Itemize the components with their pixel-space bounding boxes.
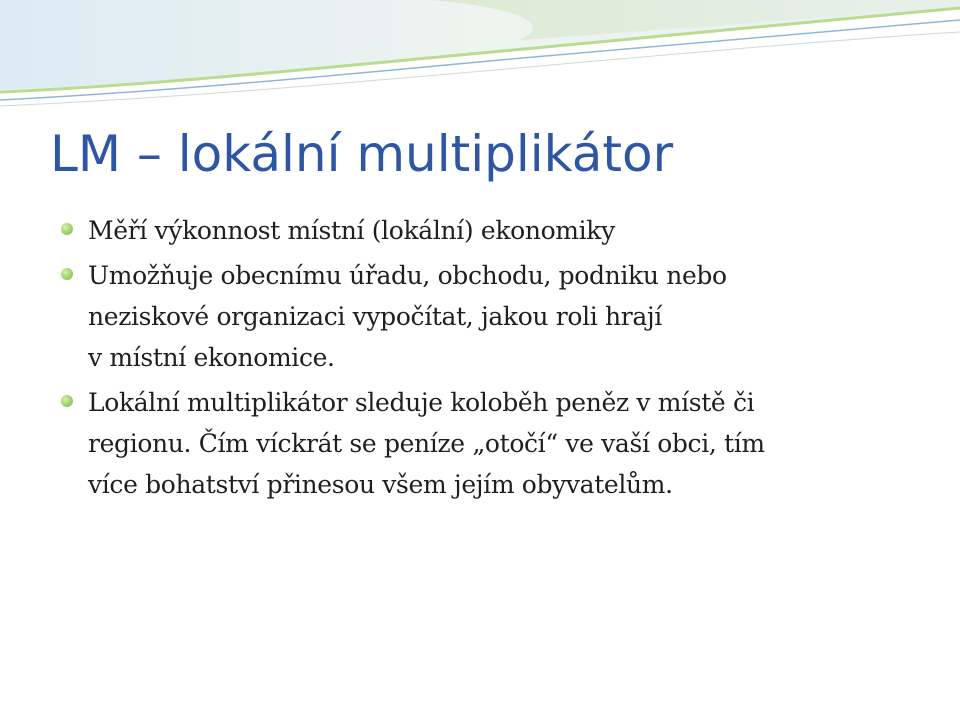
bullet-text-line: neziskové organizaci vypočítat, jakou roli hrají [88, 302, 662, 331]
bullet-icon [61, 223, 73, 235]
bullet-icon [61, 268, 73, 280]
bullet-item [88, 382, 928, 505]
slide-title: LM – lokální multiplikátor [50, 125, 674, 183]
bullet-text-line: Měří výkonnost místní (lokální) ekonomiky [88, 216, 615, 245]
bullet-text-line: Lokální multiplikátor sleduje koloběh peněz v místě či [88, 388, 755, 417]
bullet-item [88, 210, 928, 251]
bullet-text-line: v místní ekonomice. [88, 343, 335, 372]
bullet-text-line: více bohatství přinesou všem jejím obyvatelům. [88, 470, 673, 499]
bullet-list [88, 210, 928, 509]
bullet-icon [61, 395, 73, 407]
decorative-wave-header [0, 0, 960, 120]
bullet-item [88, 255, 928, 378]
bullet-text-line: Umožňuje obecnímu úřadu, obchodu, podniku nebo [88, 261, 727, 290]
bullet-text-line: regionu. Čím víckrát se peníze „otočí“ ve vaší obci, tím [88, 429, 765, 458]
